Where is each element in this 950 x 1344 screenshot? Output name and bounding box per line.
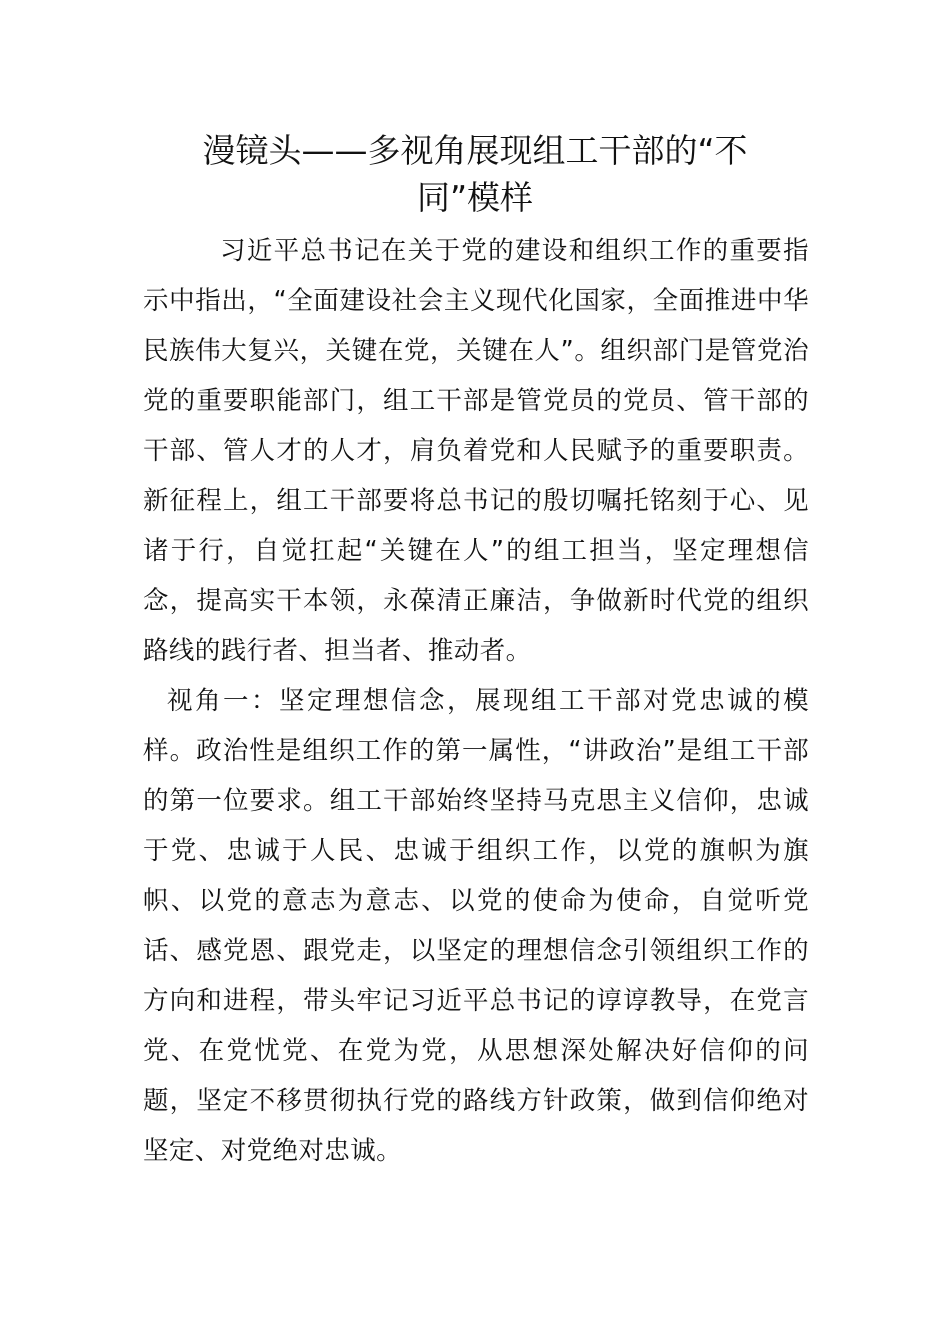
paragraph-perspective-one: 视角一：坚定理想信念，展现组工干部对党忠诚的模样。政治性是组织工作的第一属性，“讲政治”是组工干部的第一位要求。组工干部始终坚持马克思主义信仰，忠诚于党、忠诚于人民、忠诚于组织工作，以党的旗帜为旗帜、以党的意志为意志、以党的使命为使命，自觉听党话、感党恩、跟党走，以坚定的理想信念引领组织工作的方向和进程，带头牢记习近平总书记的谆谆教导，在党言党、在党忧党、在党为党，从思想深处解决好信仰的问题，坚定不移贯彻执行党的路线方针政策，做到信仰绝对坚定、对党绝对忠诚。 <box>143 686 809 1166</box>
title-line-2: 同”模样 <box>416 178 534 217</box>
paragraph-intro: 习近平总书记在关于党的建设和组织工作的重要指示中指出，“全面建设社会主义现代化国家，全面推进中华民族伟大复兴，关键在党，关键在人”。组织部门是管党治党的重要职能部门，组工干部是管党员的党员、管干部的干部、管人才的人才，肩负着党和人民赋予的重要职责。新征程上，组工干部要将总书记的殷切嘱托铭刻于心、见诸于行，自觉扛起“关键在人”的组工担当，坚定理想信念，提高实干本领，永葆清正廉洁，争做新时代党的组织路线的践行者、担当者、推动者。 <box>143 236 809 666</box>
document-title <box>140 127 810 221</box>
document-body <box>143 226 809 1176</box>
title-line-1: 漫镜头——多视角展现组工干部的“不 <box>202 131 748 170</box>
